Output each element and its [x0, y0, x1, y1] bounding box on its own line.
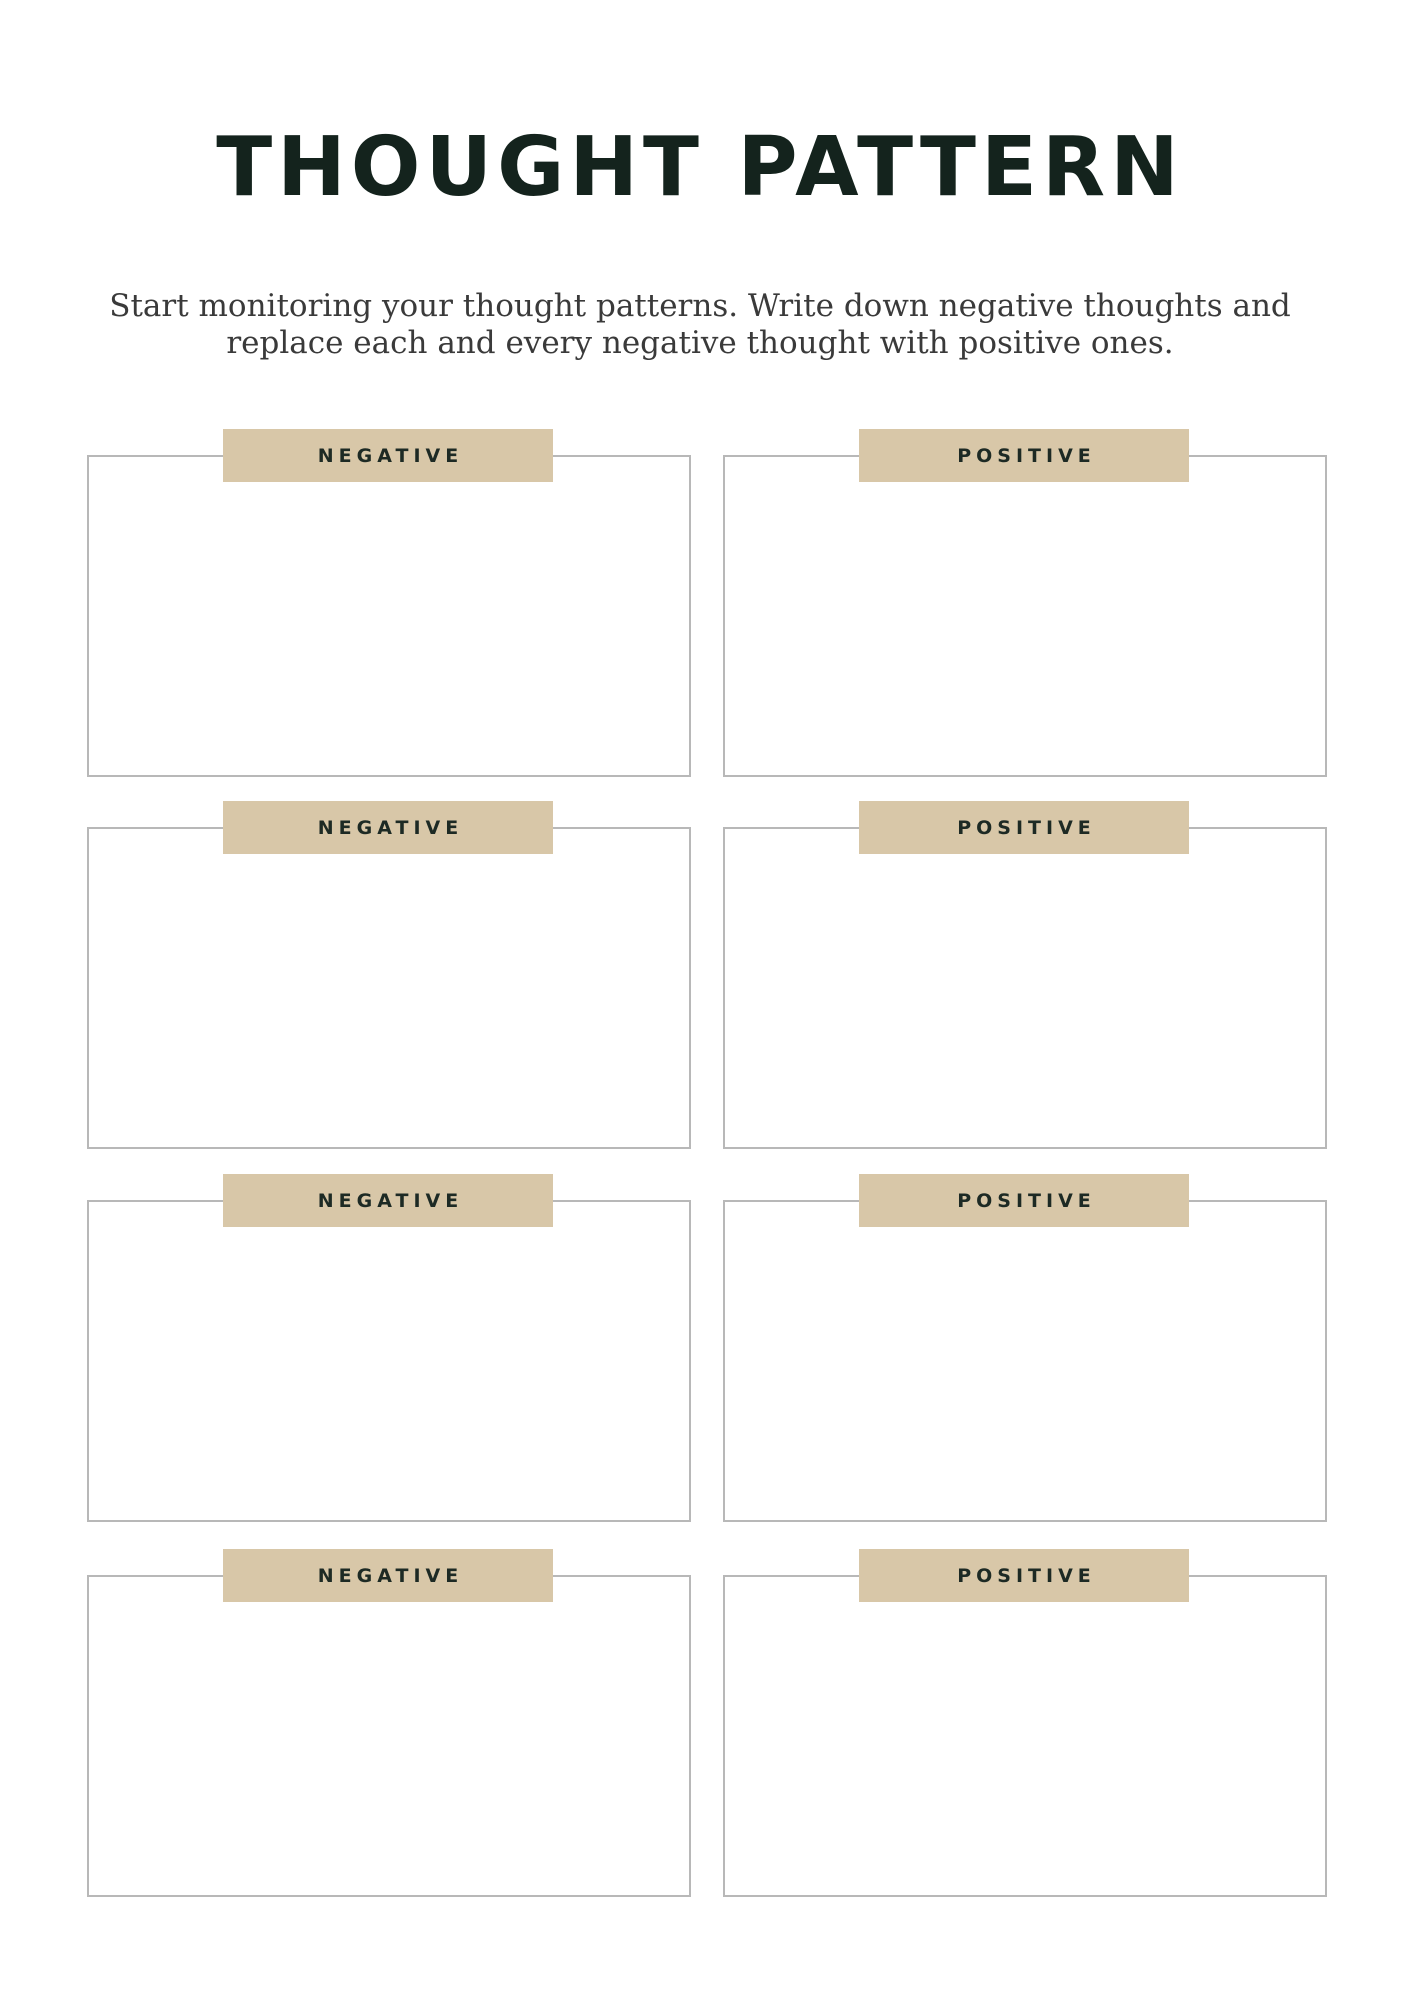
- negative-thought-box[interactable]: [87, 1564, 691, 1897]
- positive-thought-box[interactable]: [723, 1189, 1327, 1522]
- positive-thought-box[interactable]: [723, 816, 1327, 1149]
- positive-thought-box[interactable]: [723, 1564, 1327, 1897]
- negative-label: NEGATIVE: [223, 429, 553, 482]
- negative-label: NEGATIVE: [223, 1174, 553, 1227]
- negative-thought-box[interactable]: [87, 816, 691, 1149]
- positive-label: POSITIVE: [859, 1174, 1189, 1227]
- page-title: THOUGHT PATTERN: [216, 120, 1184, 215]
- negative-label: NEGATIVE: [223, 1549, 553, 1602]
- positive-label: POSITIVE: [859, 1549, 1189, 1602]
- positive-label: POSITIVE: [859, 429, 1189, 482]
- negative-thought-box[interactable]: [87, 444, 691, 777]
- positive-label: POSITIVE: [859, 801, 1189, 854]
- instructions-text: Start monitoring your thought patterns. Write down negative thoughts and replace each and every negative thought with positive ones.: [109, 288, 1291, 361]
- positive-thought-box[interactable]: [723, 444, 1327, 777]
- negative-thought-box[interactable]: [87, 1189, 691, 1522]
- negative-label: NEGATIVE: [223, 801, 553, 854]
